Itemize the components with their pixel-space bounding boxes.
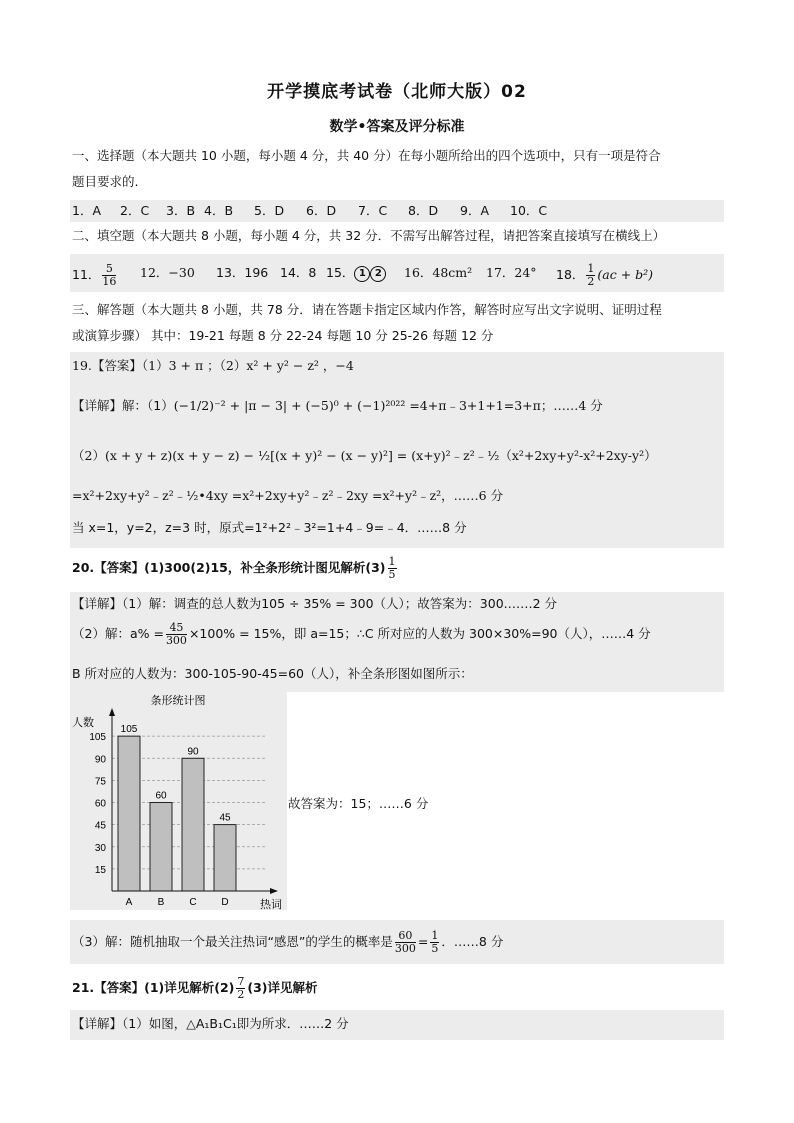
q20-detail4-score: ．……8 分 bbox=[441, 934, 504, 949]
x-tick-D: D bbox=[221, 897, 229, 908]
equals-sign: = bbox=[417, 934, 429, 949]
answer-14: 14．8 bbox=[280, 265, 317, 280]
answer-10: 10．C bbox=[510, 203, 548, 218]
answer-11-fraction: $\frac{5}{16}$ bbox=[102, 262, 117, 288]
bar-C bbox=[182, 758, 204, 891]
answer-13: 13．196 bbox=[216, 265, 269, 280]
q19-detail4: 当 x=1，y=2，z=3 时，原式=1²+2²﹣3²=1+4﹣9=﹣4．……8 分 bbox=[72, 520, 467, 535]
q20-detail2-fraction: $\frac{45}{300}$ bbox=[165, 621, 187, 647]
answer-18-label: 18． bbox=[556, 267, 585, 282]
answer-11-label: 11． bbox=[72, 267, 101, 282]
q19-detail1-expr: (−1/2)⁻² + |π − 3| + (−5)⁰ + (−1)²⁰²² =4+π﹣3+1+1=3+π；……4 分 bbox=[173, 398, 603, 413]
answer-1: 1．A bbox=[72, 203, 102, 218]
q19-detail2: （2）(x + y + z)(x + y − z) − ½[(x + y)² − (x − y)²] = (x+y)²﹣z²﹣½（x²+2xy+y²-x²+2xy-y²） bbox=[72, 448, 657, 463]
fill-answers-row bbox=[70, 254, 724, 292]
q19-block bbox=[70, 352, 724, 548]
q20-chart-side-text: 故答案为：15；……6 分 bbox=[288, 796, 429, 811]
q20-answer: 20.【答案】(1)300(2)15，补全条形统计图见解析(3) bbox=[72, 560, 386, 575]
q21-answer-rest: (3)详见解析 bbox=[247, 980, 318, 995]
section3-header-line2: 或演算步骤） 其中：19-21 每题 8 分 22-24 每题 10 分 25-26 每题 12 分 bbox=[72, 328, 494, 343]
x-axis-label: 热词 bbox=[260, 899, 282, 910]
q21-answer-fraction: $\frac{7}{2}$ bbox=[237, 975, 245, 1001]
answer-15-label: 15． bbox=[326, 265, 355, 280]
bar-A bbox=[118, 736, 140, 891]
answer-9: 9．A bbox=[460, 203, 490, 218]
q19-answer: 19.【答案】（1）3 + π ；（2）x² + y² − z² ，−4 bbox=[72, 358, 354, 373]
q20-answer-fraction: $\frac{1}{5}$ bbox=[388, 555, 396, 581]
answer-17: 17．24° bbox=[486, 265, 537, 280]
q21-block bbox=[70, 1010, 724, 1040]
data-label-A: 105 bbox=[120, 724, 138, 736]
x-tick-B: B bbox=[157, 897, 165, 908]
data-label-C: 90 bbox=[187, 746, 199, 758]
answer-2: 2．C bbox=[120, 203, 150, 218]
bar-B bbox=[150, 803, 172, 892]
answer-7: 7．C bbox=[358, 203, 388, 218]
x-tick-A: A bbox=[125, 897, 133, 908]
choice-answers-row bbox=[70, 200, 724, 222]
answer-4: 4．B bbox=[204, 203, 234, 218]
answer-5: 5．D bbox=[254, 203, 285, 218]
y-axis-arrow-icon bbox=[109, 708, 115, 716]
q19-detail3: =x²+2xy+y²﹣z²﹣½•4xy =x²+2xy+y²﹣z²﹣2xy =x²+y²﹣z²，……6 分 bbox=[72, 488, 504, 503]
data-label-D: 45 bbox=[219, 812, 231, 824]
section1-header-line2: 题目要求的. bbox=[72, 174, 139, 189]
y-tick-75: 75 bbox=[94, 776, 106, 788]
answer-6: 6．D bbox=[306, 203, 337, 218]
section1-header-line1: 一、选择题（本大题共 10 小题，每小题 4 分，共 40 分）在每小题所给出的四个选项中，只有一项是符合 bbox=[72, 148, 661, 163]
bar-chart-svg bbox=[70, 692, 287, 910]
y-tick-45: 45 bbox=[94, 820, 106, 832]
q20-detail2-text: ×100% = 15%，即 a=15；∴C 所对应的人数为 300×30%=90（人），……4 分 bbox=[188, 626, 651, 641]
y-tick-30: 30 bbox=[94, 842, 106, 854]
q21-detail1: 【详解】（1）如图，△A₁B₁C₁即为所求．……2 分 bbox=[72, 1016, 349, 1031]
q21-answer: 21.【答案】(1)详见解析(2) bbox=[72, 980, 235, 995]
answer-16: 16．48cm² bbox=[404, 265, 473, 280]
section3-header-line1: 三、解答题（本大题共 8 小题，共 78 分．请在答题卡指定区域内作答，解答时应写出文字说明、证明过程 bbox=[72, 302, 662, 317]
answer-3: 3．B bbox=[166, 203, 196, 218]
q20-part3-block bbox=[70, 920, 724, 964]
y-tick-105: 105 bbox=[89, 732, 106, 744]
q20-prob-fraction-2: $\frac{1}{5}$ bbox=[431, 929, 439, 955]
y-tick-60: 60 bbox=[94, 798, 106, 810]
x-axis-arrow-icon bbox=[270, 888, 278, 894]
q20-detail1: 【详解】（1）解：调查的总人数为105 ÷ 35% = 300（人）；故答案为：300.……2 分 bbox=[72, 596, 558, 611]
q20-detail2-label: （2）解：a% = bbox=[72, 626, 164, 641]
q20-detail3: B 所对应的人数为：300-105-90-45=60（人），补全条形图如图所示： bbox=[72, 666, 473, 681]
y-tick-90: 90 bbox=[94, 754, 106, 766]
circled-2: 2 bbox=[370, 266, 386, 282]
bar-D bbox=[214, 825, 236, 891]
q20-detail4-label: （3）解：随机抽取一个最关注热词“感恩”的学生的概率是 bbox=[72, 934, 393, 949]
y-axis-label: 人数 bbox=[72, 717, 94, 729]
answer-8: 8．D bbox=[408, 203, 439, 218]
page-title: 开学摸底考试卷（北师大版）02 bbox=[267, 82, 527, 102]
answer-18-fraction: $\frac{1}{2}$ bbox=[587, 262, 595, 288]
q19-detail1-label: 【详解】解：（1） bbox=[72, 398, 174, 413]
answer-12: 12．−30 bbox=[140, 265, 195, 280]
bar-chart bbox=[70, 692, 287, 910]
q20-prob-fraction-1: $\frac{60}{300}$ bbox=[394, 929, 416, 955]
page-subtitle: 数学•答案及评分标准 bbox=[329, 119, 465, 135]
answer-18-expr: (ac + b²) bbox=[597, 267, 654, 282]
chart-title: 条形统计图 bbox=[150, 695, 206, 707]
circled-1: 1 bbox=[354, 266, 370, 282]
section2-header: 二、填空题（本大题共 8 小题，每小题 4 分，共 32 分．不需写出解答过程，请把答案直接填写在横线上） bbox=[72, 228, 666, 243]
y-tick-15: 15 bbox=[94, 864, 106, 876]
q20-block bbox=[70, 592, 724, 692]
data-label-B: 60 bbox=[155, 790, 167, 802]
x-tick-C: C bbox=[189, 897, 197, 908]
